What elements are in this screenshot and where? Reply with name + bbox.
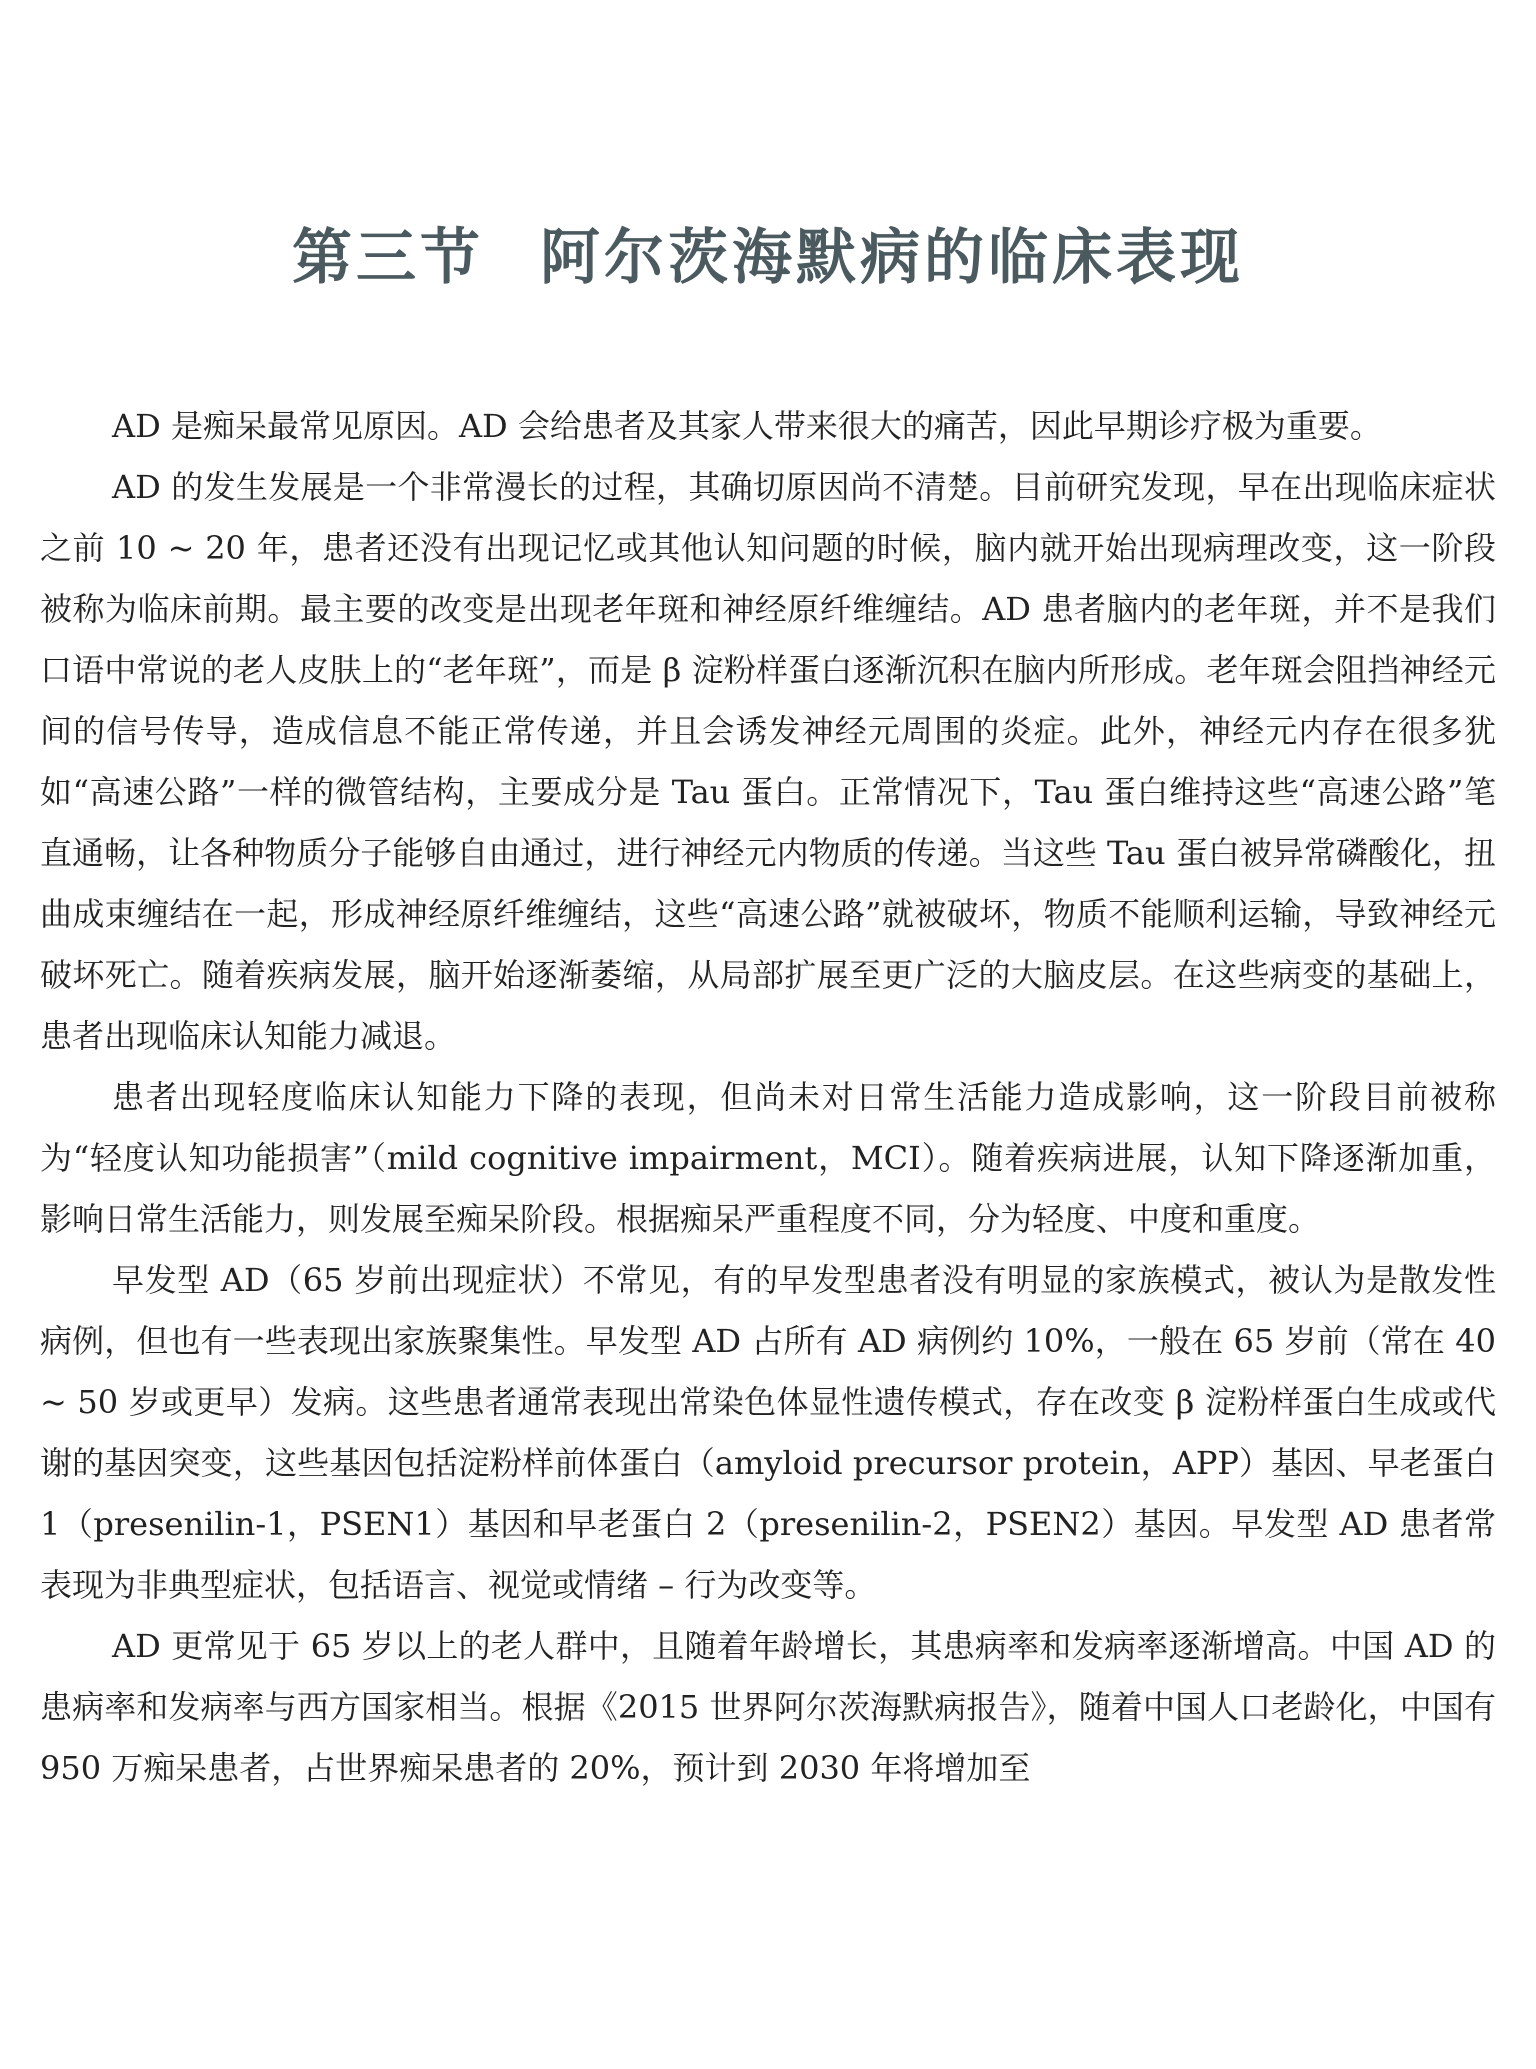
paragraph-early-onset: 早发型 AD（65 岁前出现症状）不常见，有的早发型患者没有明显的家族模式，被认为是散发性病例，但也有一些表现出家族聚集性。早发型 AD 占所有 AD 病例约 10%，一般在 65 岁前（常在 40 ~ 50 岁或更早）发病。这些患者通常表现出常染色体显性遗传模式，存在改变 β 淀粉样蛋白生成或代谢的基因突变，这些基因包括淀粉样前体蛋白（amyloid precursor protein，APP）基因、早老蛋白 1（presenilin-1，PSEN1）基因和早老蛋白 2（presenilin-2，PSEN2）基因。早发型 AD 患者常表现为非典型症状，包括语言、视觉或情绪 – 行为改变等。	[40, 1261, 1496, 1604]
section-number: 第三节	[292, 223, 484, 293]
paragraph-pathology: AD 的发生发展是一个非常漫长的过程，其确切原因尚不清楚。目前研究发现，早在出现临床症状之前 10 ~ 20 年，患者还没有出现记忆或其他认知问题的时候，脑内就开始出现病理改变，这一阶段被称为临床前期。最主要的改变是出现老年斑和神经原纤维缠结。AD 患者脑内的老年斑，并不是我们口语中常说的老人皮肤上的“老年斑”，而是 β 淀粉样蛋白逐渐沉积在脑内所形成。老年斑会阻挡神经元间的信号传导，造成信息不能正常传递，并且会诱发神经元周围的炎症。此外，神经元内存在很多犹如“高速公路”一样的微管结构，主要成分是 Tau 蛋白。正常情况下，Tau 蛋白维持这些“高速公路”笔直通畅，让各种物质分子能够自由通过，进行神经元内物质的传递。当这些 Tau 蛋白被异常磷酸化，扭曲成束缠结在一起，形成神经原纤维缠结，这些“高速公路”就被破坏，物质不能顺利运输，导致神经元破坏死亡。随着疾病发展，脑开始逐渐萎缩，从局部扩展至更广泛的大脑皮层。在这些病变的基础上，患者出现临床认知能力减退。	[40, 468, 1496, 1055]
document-page	[40, 0, 1496, 2069]
paragraph-intro: AD 是痴呆最常见原因。AD 会给患者及其家人带来很大的痛苦，因此早期诊疗极为重要。	[112, 407, 1382, 445]
paragraph-epidemiology: AD 更常见于 65 岁以上的老人群中，且随着年龄增长，其患病率和发病率逐渐增高。中国 AD 的患病率和发病率与西方国家相当。根据《2015 世界阿尔茨海默病报告》，随着中国人口老龄化，中国有 950 万痴呆患者，占世界痴呆患者的 20%，预计到 2030 年将增加至	[40, 1627, 1496, 1787]
section-title-text: 阿尔茨海默病的临床表现	[540, 223, 1244, 293]
paragraph-mci: 患者出现轻度临床认知能力下降的表现，但尚未对日常生活能力造成影响，这一阶段目前被称为“轻度认知功能损害”（mild cognitive impairment，MCI）。随着疾病进展，认知下降逐渐加重，影响日常生活能力，则发展至痴呆阶段。根据痴呆严重程度不同，分为轻度、中度和重度。	[40, 1078, 1496, 1238]
body-text	[40, 396, 1496, 1799]
section-heading	[40, 218, 1496, 298]
